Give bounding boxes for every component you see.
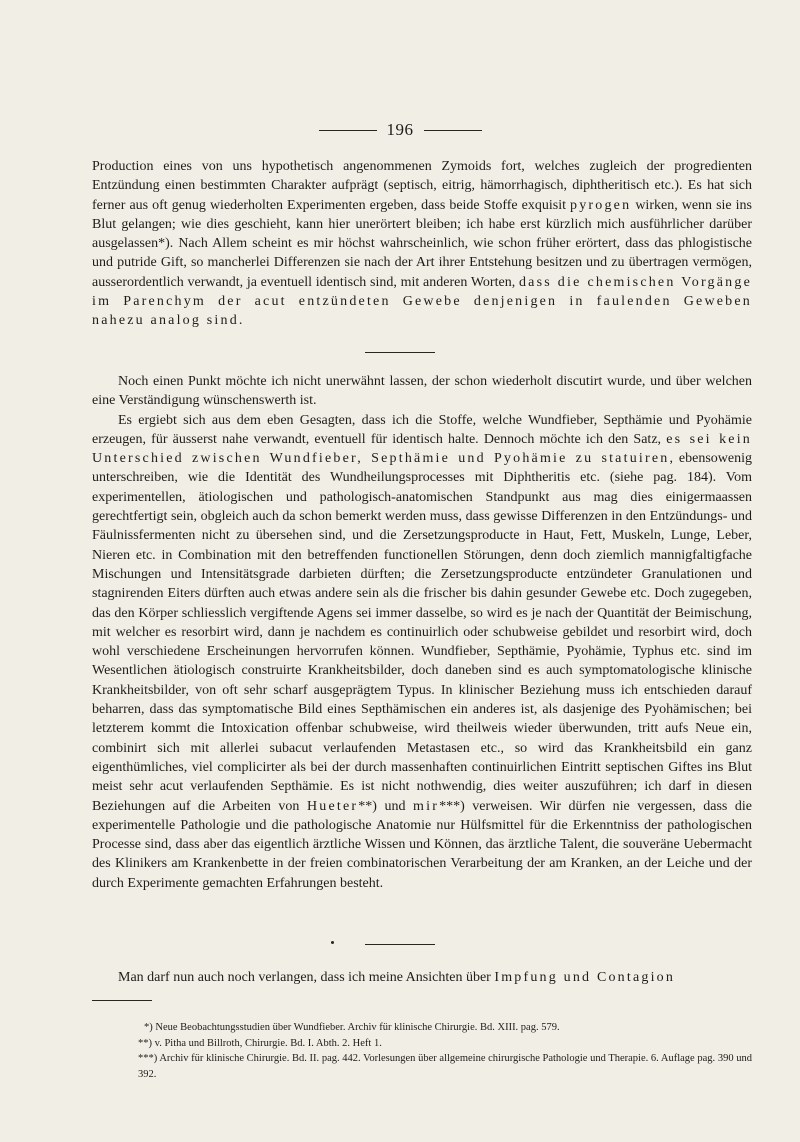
- spaced-text-run: dass die chemischen Vorgänge im Parenchym der acut entzündeten Gewebe denjenigen in faulenden Geweben nahezu analog sind.: [92, 274, 752, 329]
- section-divider: [365, 944, 435, 945]
- paragraph-text: [92, 372, 752, 411]
- footnote-rule: [92, 1000, 152, 1001]
- spaced-text-run: pyrogen: [570, 197, 632, 213]
- text-run: Es ergiebt sich aus dem eben Gesagten, dass ich die Stoffe, welche Wundfieber, Septhämie und Pyohämie erzeugen, für äusserst nahe verwandt, eventuell für identisch halte. Dennoch möchte ich den Satz,: [92, 412, 752, 447]
- page-number: 196: [386, 120, 414, 139]
- spaced-text-run: Hueter: [306, 798, 359, 814]
- paragraph-3: [92, 968, 752, 987]
- section-divider: [365, 352, 435, 353]
- paragraph-1: [92, 157, 752, 331]
- page-header: [0, 120, 800, 140]
- text-run: Man darf nun auch noch verlangen, dass ich meine Ansichten über: [118, 970, 495, 985]
- spaced-text-run: mir: [413, 798, 440, 814]
- header-rule-right: [424, 130, 482, 131]
- paragraph-text: [92, 157, 752, 331]
- footnote: ***) Archiv für klinische Chirurgie. Bd. II. pag. 442. Vorlesungen über allgemeine chirurgische Pathologie und Therapie. 6. Auflage pag. 390 und 392.: [138, 1053, 752, 1080]
- text-run: **) und: [358, 798, 414, 814]
- ornament-dot: [331, 941, 334, 944]
- text-run: wirken, wenn sie ins Blut gelangen; wie dies geschieht, kann hier unerörtert bleiben; ich habe erst kürzlich mich ausführlicher darüber ausgelassen*). Nach Allem scheint es mir höchst wahrscheinlich, wie schon früher erörtert, dass das phlogistische und putride Gift, so mancherlei Differenzen sie nach der Art ihrer Entstehung besitzen und zu übertragen vermögen, ausserordentlich verwandt, ja eventuell identisch sind, mit anderen Worten,: [92, 197, 752, 290]
- footnotes: [92, 1020, 752, 1082]
- spaced-text-run: es sei kein Unterschied zwischen Wundfieber, Septhämie und Pyohämie zu statuiren: [92, 431, 752, 467]
- paragraph-2: [92, 372, 752, 893]
- text-run: ***) verweisen. Wir dürfen nie vergessen, dass die experimentelle Pathologie und die pathologische Anatomie nur Hülfsmittel für die Erkenntniss der pathologischen Processe sind, dass aber das eigentlich ärztliche Wissen und Können, das ärztliche Talent, die souveräne Uebermacht des Klinikers am Krankenbette in der freien combinatorischen Verarbeitung der am Kranken, an der Leiche und der durch Experimente gemachten Erfahrungen besteht.: [92, 798, 752, 891]
- text-run: Noch einen Punkt möchte ich nicht unerwähnt lassen, der schon wiederholt discutirt wurde, und über welchen eine Verständigung wünschenswerth ist.: [92, 374, 752, 409]
- header-rule-left: [319, 130, 377, 131]
- spaced-text-run: Impfung und Contagion: [494, 970, 676, 985]
- footnote: **) v. Pitha und Billroth, Chirurgie. Bd. I. Abth. 2. Heft 1.: [138, 1037, 382, 1049]
- paragraph-text: [92, 411, 752, 893]
- footnote: *) Neue Beobachtungsstudien über Wundfieber. Archiv für klinische Chirurgie. Bd. XIII. pag. 579.: [144, 1022, 560, 1033]
- paragraph-text: [92, 968, 752, 987]
- text-run: , ebensowenig unterschreiben, wie die Identität des Wundheilungsprocesses mit Diphtheritis etc. (siehe pag. 184). Vom experimentellen, ätiologischen und pathologisch-anatomischen Standpunkt aus mag dies einigermaassen gerechtfertigt sein, obgleich auch da schon bemerkt werden muss, dass gewisse Differenzen in den Entzündungs- und Fäulnissfermenten nicht zu übersehen sind, und die Zersetzungsproducte in Haut, Fett, Muskeln, Lunge, Leber, Nieren etc. in Combination mit den betreffenden functionellen Störungen, denn doch ziemlich mannigfaltigfache Mischungen und Intensitätsgrade darbieten dürften; die Zersetzungsproducte entzündeter Granulationen und stagnirenden Eiters dürften auch etwas andere sein als die frischer bis dahin gesunder Gewebe etc. Doch zugegeben, das den Körper schliesslich vergiftende Agens sei immer dasselbe, so wird es je nach der Quantität der Beimischung, mit welcher es resorbirt wird, dann je nachdem es continuirlich oder schubweise gebildet und resorbirt wird, doch wohl verschiedene Erscheinungen hervorrufen können. Wundfieber, Septhämie, Pyohämie, Typhus etc. sind im Wesentlichen ätiologisch construirte Krankheitsbilder, doch daneben sind es auch symptomatologische klinische Krankheitsbilder, von oft sehr scharf ausgeprägtem Typus. In klinischer Beziehung muss ich entschieden darauf beharren, dass das symptomatische Bild eines Septhämischen ein anderes ist, als dasjenige des Pyohämischen; bei letzterem kommt die Intoxication offenbar schubweise, wird theilweis wieder überwunden, tritt aufs Neue ein, combinirt sich mit allerlei subacut verlaufenden Metastasen etc., so wird das Krankheitsbild ein ganz eigenthümliches, viel complicirter als bei der durch massenhaften continuirlichen Eintritt septischen Giftes ins Blut meist sehr acut verlaufenden Septhämie. Es ist nicht nothwendig, dies weiter auszuführen; ich darf in diesen Beziehungen auf die Arbeiten von: [92, 451, 753, 814]
- text-run: Production eines von uns hypothetisch angenommenen Zymoids fort, welches zugleich der progredienten Entzündung einen bestimmten Charakter aufprägt (septisch, eitrig, hämorrhagisch, diphtheritisch etc.). Es hat sich ferner aus oft genug wiederholten Experimenten ergeben, dass beide Stoffe exquisit: [92, 159, 752, 213]
